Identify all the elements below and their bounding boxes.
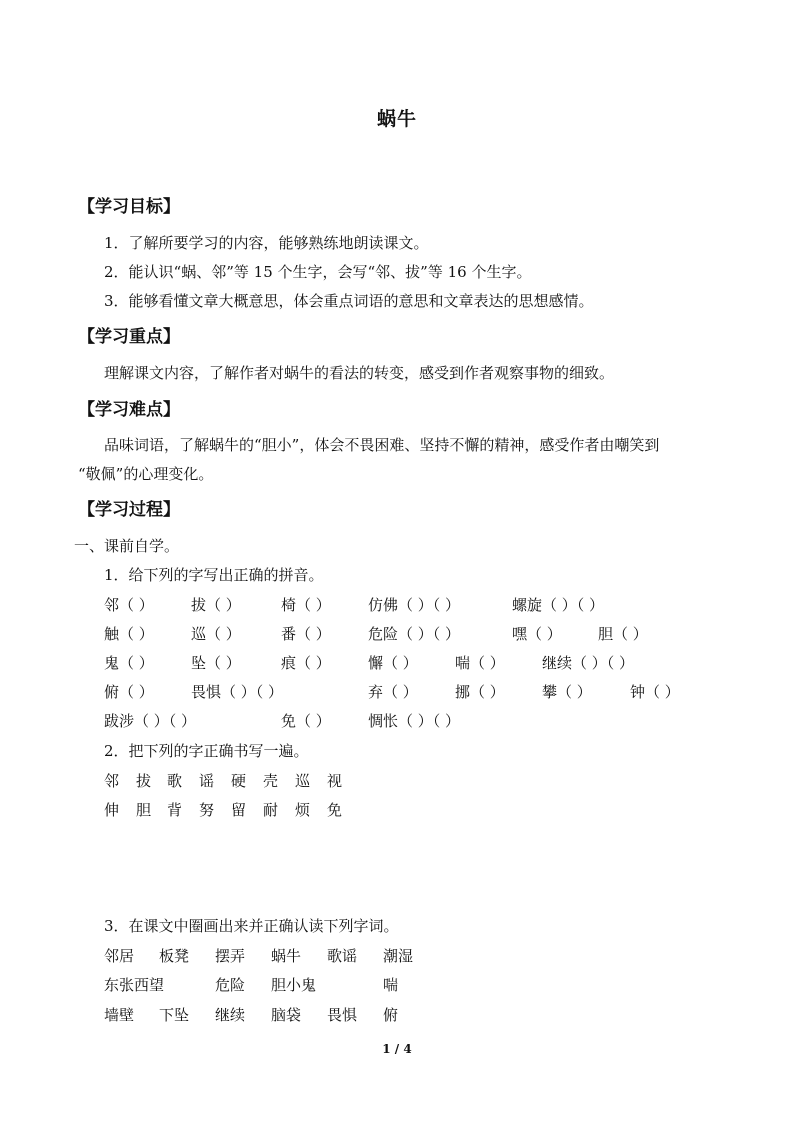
word-item: 脑袋	[271, 1006, 302, 1024]
key-points-heading: 【学习重点】	[78, 327, 180, 347]
pinyin-item: 喘（ ）	[455, 654, 505, 672]
objective-item-2: 2．能认识“蜗、邻”等 15 个生字，会写“邻、拔”等 16 个生字。	[104, 263, 532, 281]
pinyin-item: 挪（ ）	[455, 683, 505, 701]
task-2-instruction: 2．把下列的字正确书写一遍。	[104, 742, 309, 760]
pinyin-item: 惆怅（ ）（ ）	[368, 712, 461, 730]
write-char: 胆	[136, 801, 152, 819]
write-char: 伸	[104, 801, 120, 819]
process-heading: 【学习过程】	[78, 500, 180, 520]
part-1-heading: 一、课前自学。	[74, 537, 180, 555]
key-points-text: 理解课文内容，了解作者对蜗牛的看法的转变，感受到作者观察事物的细致。	[104, 364, 615, 382]
word-item: 畏惧	[327, 1006, 358, 1024]
pinyin-item: 继续（ ）（ ）	[542, 654, 635, 672]
task-1-instruction: 1．给下列的字写出正确的拼音。	[104, 566, 324, 584]
word-item: 蜗牛	[271, 947, 302, 965]
word-item: 胆小鬼	[271, 976, 317, 994]
objective-item-1: 1．了解所要学习的内容，能够熟练地朗读课文。	[104, 234, 429, 252]
write-char: 巡	[295, 772, 311, 790]
pinyin-item: 攀（ ）	[542, 683, 592, 701]
pinyin-item: 仿佛（ ）（ ）	[368, 596, 461, 614]
write-char: 邻	[104, 772, 120, 790]
write-char: 烦	[295, 801, 311, 819]
difficulties-line-1: 品味词语，了解蜗牛的“胆小”，体会不畏困难、坚持不懈的精神，感受作者由嘲笑到	[104, 436, 660, 454]
pinyin-item: 危险（ ）（ ）	[368, 625, 461, 643]
pinyin-item: 触（ ）	[104, 625, 154, 643]
pinyin-item: 拔（ ）	[191, 596, 241, 614]
write-char: 耐	[263, 801, 279, 819]
pinyin-item: 椅（ ）	[281, 596, 331, 614]
write-char: 背	[167, 801, 183, 819]
task-3-instruction: 3．在课文中圈画出来并正确认读下列字词。	[104, 917, 399, 935]
word-item: 墙壁	[104, 1006, 135, 1024]
write-char: 免	[327, 801, 343, 819]
pinyin-item: 番（ ）	[281, 625, 331, 643]
word-item: 下坠	[159, 1006, 190, 1024]
objectives-heading: 【学习目标】	[78, 197, 180, 217]
pinyin-item: 钟（ ）	[630, 683, 680, 701]
word-item: 俯	[383, 1006, 399, 1024]
write-char: 拔	[136, 772, 152, 790]
page-number: 1 / 4	[382, 1042, 412, 1056]
pinyin-item: 坠（ ）	[191, 654, 241, 672]
pinyin-item: 巡（ ）	[191, 625, 241, 643]
pinyin-item: 免（ ）	[281, 712, 331, 730]
write-char: 谣	[199, 772, 215, 790]
word-item: 喘	[383, 976, 399, 994]
write-char: 壳	[263, 772, 279, 790]
word-item: 板凳	[159, 947, 190, 965]
page-title: 蜗牛	[376, 108, 417, 130]
write-char: 歌	[167, 772, 183, 790]
difficulties-line-2: “敬佩”的心理变化。	[78, 465, 214, 483]
pinyin-item: 痕（ ）	[281, 654, 331, 672]
pinyin-item: 跋涉（ ）（ ）	[104, 712, 197, 730]
pinyin-item: 弃（ ）	[368, 683, 418, 701]
word-item: 继续	[215, 1006, 246, 1024]
objective-item-3: 3．能够看懂文章大概意思，体会重点词语的意思和文章表达的思想感情。	[104, 292, 594, 310]
pinyin-item: 鬼（ ）	[104, 654, 154, 672]
pinyin-item: 畏惧（ ）（ ）	[191, 683, 284, 701]
word-item: 邻居	[104, 947, 135, 965]
word-item: 危险	[215, 976, 246, 994]
pinyin-item: 嘿（ ）	[512, 625, 562, 643]
write-char: 硬	[231, 772, 247, 790]
difficulties-heading: 【学习难点】	[78, 400, 180, 420]
word-item: 歌谣	[327, 947, 358, 965]
word-item: 摆弄	[215, 947, 246, 965]
pinyin-item: 懈（ ）	[368, 654, 418, 672]
pinyin-item: 胆（ ）	[598, 625, 648, 643]
word-item: 潮湿	[383, 947, 414, 965]
write-char: 留	[231, 801, 247, 819]
write-char: 努	[199, 801, 215, 819]
write-char: 视	[327, 772, 343, 790]
pinyin-item: 邻（ ）	[104, 596, 154, 614]
word-item: 东张西望	[104, 976, 165, 994]
pinyin-item: 螺旋（ ）（ ）	[512, 596, 605, 614]
pinyin-item: 俯（ ）	[104, 683, 154, 701]
